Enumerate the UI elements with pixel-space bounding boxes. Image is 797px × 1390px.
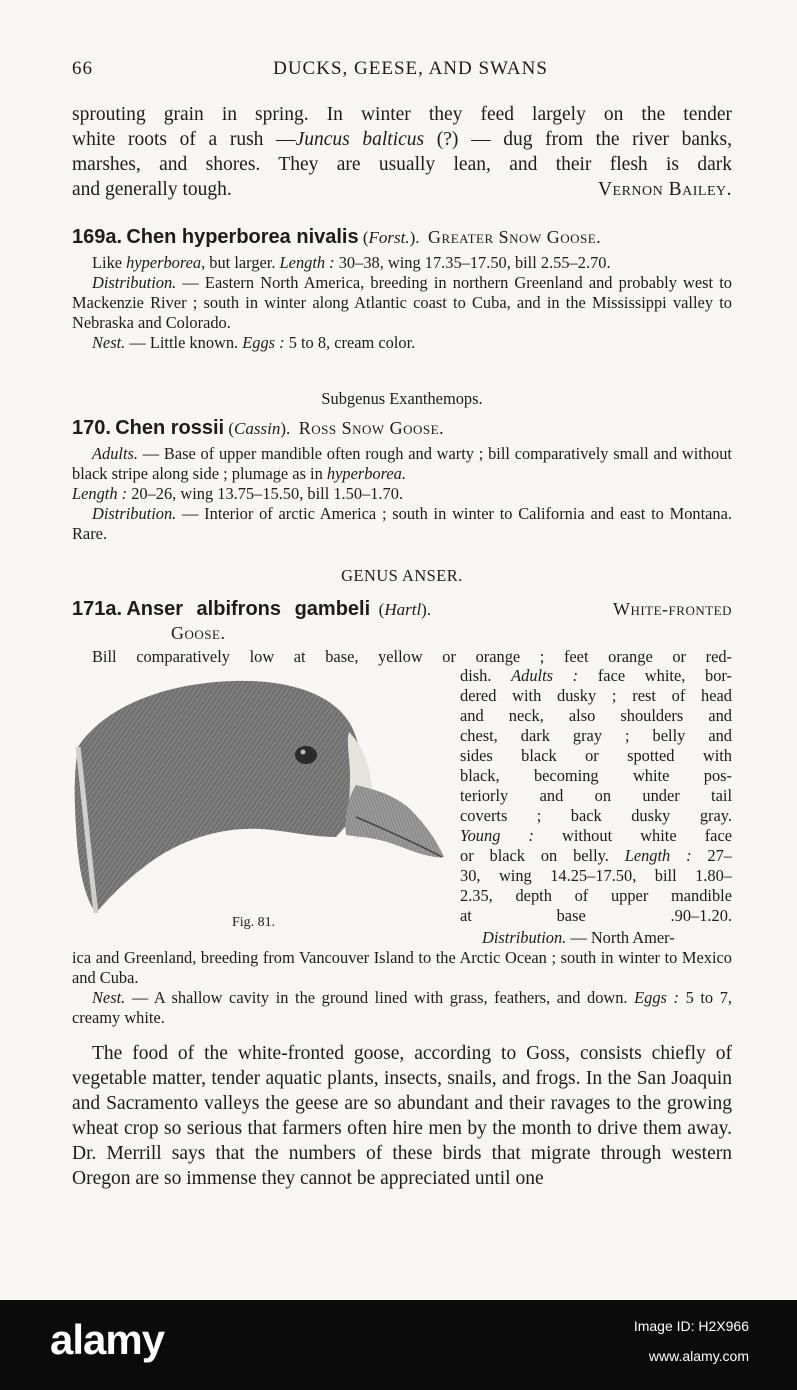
species-number: 169a. — [72, 226, 123, 248]
common-name: Greater Snow Goose. — [428, 227, 602, 247]
description-line: at base .90–1.20. — [460, 906, 732, 925]
species-authority: Forst. — [368, 228, 410, 247]
author-signature: Vernon Bailey. — [597, 179, 732, 200]
species-number: 171a. — [72, 598, 123, 620]
species-name: Chen hyperborea nivalis — [126, 226, 359, 248]
head-shape — [75, 681, 363, 913]
common-name-continued: Goose. — [171, 623, 226, 643]
site-url: www.alamy.com — [648, 1348, 749, 1364]
goose-head-illustration — [74, 677, 452, 917]
intro-paragraph — [72, 102, 732, 202]
species-number: 170. — [72, 417, 111, 439]
figure-caption: Fig. 81. — [232, 915, 276, 930]
description-line: 2.35, depth of upper mandible — [460, 886, 732, 905]
species-authority: Hartl — [384, 600, 422, 619]
description-line: chest, dark gray ; belly and — [460, 726, 732, 745]
eye-icon — [295, 746, 317, 764]
intro-line: and generally tough. Vernon Bailey. — [72, 179, 732, 200]
intro-line: sprouting grain in spring. In winter they feed largely on the tender — [72, 104, 732, 125]
description-line: 30, wing 14.25–17.50, bill 1.80– — [460, 866, 732, 885]
intro-line: white roots of a rush —Juncus balticus (?) — dug from the river banks, — [72, 129, 732, 150]
genus-heading: GENUS ANSER. — [341, 566, 463, 585]
distribution: Distribution. — Eastern North America, breeding in northern Greenland and probably west to Mackenzie River ; south in winter along Atlantic coast to Cuba, and in the Mississippi valley to Nebraska and Colorado. — [72, 273, 732, 332]
description-line: or black on belly. Length : 27– — [460, 846, 732, 865]
species-name: Anser albifrons gambeli — [126, 598, 371, 620]
species-heading: 170. Chen rossii (Cassin). Ross Snow Goose. — [72, 417, 445, 439]
page-number: 66 — [72, 58, 93, 79]
scientific-name: Juncus balticus — [295, 129, 425, 150]
bill-shape — [345, 785, 444, 857]
description: Bill comparatively low at base, yellow or orange ; feet orange or red- — [92, 647, 732, 666]
common-name: Ross Snow Goose. — [298, 418, 445, 438]
species-entry-171a — [72, 596, 732, 667]
nest-eggs: Nest. — A shallow cavity in the ground lined with grass, feathers, and down. Eggs : 5 to 7, creamy white. — [72, 988, 732, 1027]
description-line: dered with dusky ; rest of head — [460, 686, 732, 705]
distribution: Distribution. — North Amer- ica and Greenland, breeding from Vancouver Island to the Arctic Ocean ; south in winter to Mexico and Cuba. Nest. — A shallow cavity in the ground lined with grass, feathers, and down. Eggs : 5 to 7, creamy white. — [72, 928, 732, 1027]
nest-eggs: Nest. — Little known. Eggs : 5 to 8, cream color. — [92, 333, 416, 352]
species-heading: 171a. Anser albifrons gambeli (Hartl). White-fronted — [72, 598, 732, 620]
closing-paragraph: The food of the white-fronted goose, according to Goss, consists chiefly of vegetable matter, tender aquatic plants, insects, snails, and frogs. In the San Joaquin and Sacramento valleys the geese are so abundant and their ravages to the growing wheat crop so serious that farmers often hire men by the month to drive them away. Dr. Merrill says that the numbers of these birds that migrate through western Oregon are so immense they cannot be appreciated until one — [72, 1043, 732, 1189]
species-entry-169a — [72, 224, 732, 353]
description-line: coverts ; back dusky gray. — [460, 806, 732, 825]
species-entry-170 — [72, 415, 732, 544]
description-right-column — [460, 666, 732, 926]
measurements: Length : 20–26, wing 13.75–15.50, bill 1.50–1.70. — [72, 484, 404, 503]
distribution: Distribution. — Interior of arctic America ; south in winter to California and east to Montana. Rare. — [72, 504, 732, 543]
intro-line: marshes, and shores. They are usually lean, and their flesh is dark — [72, 154, 732, 175]
brand-logo: alamy — [50, 1316, 165, 1363]
description-line: teriorly and on under tail — [460, 786, 732, 805]
common-name: White-fronted — [612, 599, 732, 619]
description: Adults. — Base of upper mandible often rough and warty ; bill comparatively small and without black stripe along side ; plumage as in hyperborea. — [72, 444, 732, 483]
description-line: and neck, also shoulders and — [460, 706, 732, 725]
description-line: sides black or spotted with — [460, 746, 732, 765]
species-authority: Cassin — [234, 419, 281, 438]
species-name: Chen rossii — [115, 417, 225, 439]
image-id: Image ID: H2X966 — [633, 1318, 749, 1334]
description-line: dish. Adults : face white, bor- — [460, 666, 732, 685]
subgenus-heading: Subgenus Exanthemops. — [321, 389, 483, 408]
running-title: DUCKS, GEESE, AND SWANS — [273, 58, 548, 79]
description-line: black, becoming white pos- — [460, 766, 732, 785]
description: Like hyperborea, but larger. Length : 30–38, wing 17.35–17.50, bill 2.55–2.70. — [92, 253, 611, 272]
description-line: Young : without white face — [460, 826, 733, 845]
species-heading: 169a. Chen hyperborea nivalis (Forst.). Greater Snow Goose. — [72, 226, 602, 248]
